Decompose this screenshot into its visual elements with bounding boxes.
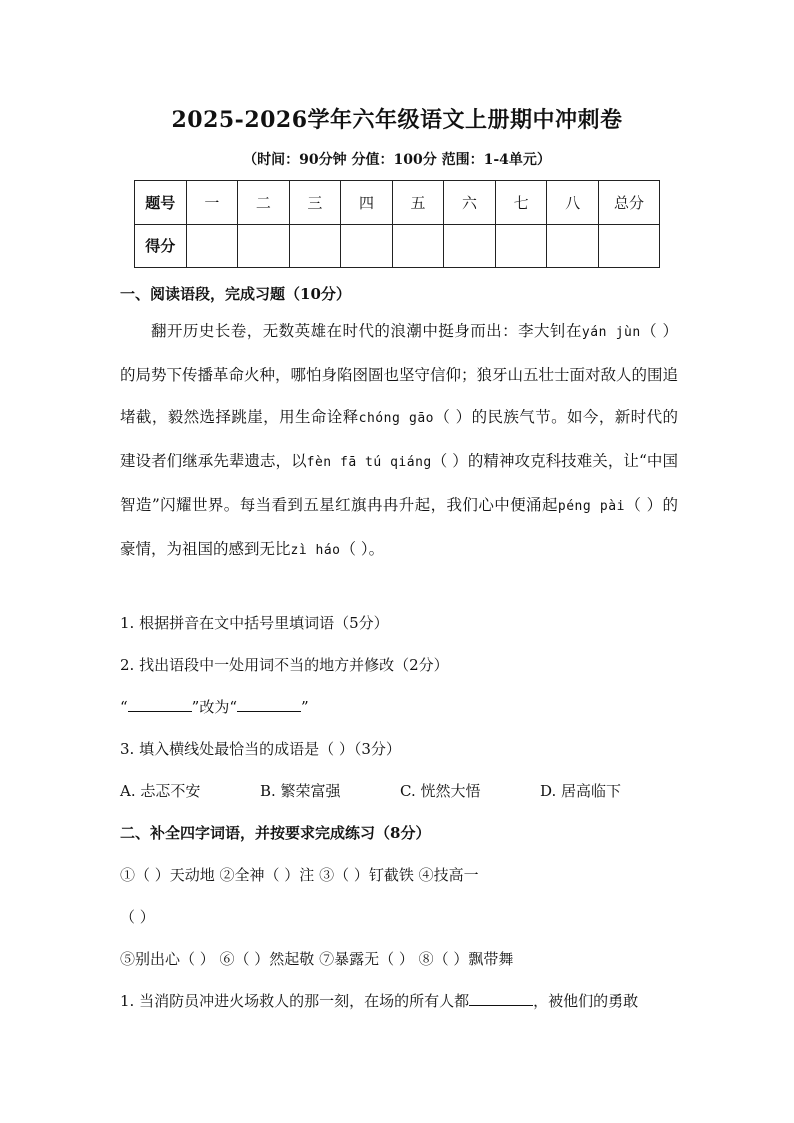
question-1-3: 3. 填入横线处最恰当的成语是（ ）（3分） bbox=[120, 740, 401, 758]
pinyin-1: yán jùn bbox=[581, 325, 641, 340]
question-2-1-text-b: ，被他们的勇敢 bbox=[533, 992, 639, 1010]
passage-text-1: 翻开历史长卷，无数英雄在时代的浪潮中挺身而出：李大钊在 bbox=[151, 322, 582, 340]
question-1-3-options bbox=[120, 780, 680, 801]
page-title: 2025-2026学年六年级语文上册期中冲刺卷 bbox=[171, 107, 623, 133]
score-input-7[interactable] bbox=[495, 224, 547, 268]
idiom-row-1-cont: （ ） bbox=[120, 908, 155, 926]
quote-open: “ bbox=[120, 698, 128, 716]
score-table-score-row bbox=[135, 224, 660, 268]
option-d[interactable]: D. 居高临下 bbox=[540, 782, 622, 800]
change-to-text: ”改为“ bbox=[191, 698, 238, 716]
option-c[interactable]: C. 恍然大悟 bbox=[400, 782, 481, 800]
score-input-8[interactable] bbox=[547, 224, 599, 268]
score-input-4[interactable] bbox=[341, 224, 393, 268]
score-input-5[interactable] bbox=[392, 224, 444, 268]
quote-close: ” bbox=[301, 698, 309, 716]
score-table bbox=[134, 180, 660, 268]
pinyin-4: péng pài bbox=[557, 499, 625, 514]
score-input-2[interactable] bbox=[238, 224, 290, 268]
section2-heading: 二、补全四字词语，并按要求完成练习（8分） bbox=[120, 824, 431, 842]
idiom-row-2: ⑤别出心（ ） ⑥（ ）然起敬 ⑦暴露无（ ） ⑧（ ）飘带舞 bbox=[120, 950, 514, 968]
score-row-label: 得分 bbox=[135, 224, 187, 268]
score-input-1[interactable] bbox=[186, 224, 238, 268]
passage-text-6: （ ）。 bbox=[340, 540, 385, 558]
question-2-1 bbox=[120, 990, 680, 1011]
score-cell-col5: 五 bbox=[392, 181, 444, 225]
pinyin-5: zì háo bbox=[290, 543, 341, 558]
passage-text-3: （ ）的民族气节。如今，新时代的建设者们继承先辈遗志，以 bbox=[120, 408, 678, 470]
score-cell-total: 总分 bbox=[599, 181, 660, 225]
score-cell-col1: 一 bbox=[186, 181, 238, 225]
question-1-1: 1. 根据拼音在文中括号里填词语（5分） bbox=[120, 614, 389, 632]
reading-passage bbox=[120, 310, 678, 572]
score-table-header-row bbox=[135, 181, 660, 225]
score-cell-col7: 七 bbox=[495, 181, 547, 225]
score-cell-col8: 八 bbox=[547, 181, 599, 225]
score-cell-col3: 三 bbox=[289, 181, 341, 225]
idiom-row-1: ①（ ）天动地 ②全神（ ）注 ③（ ）钉截铁 ④技高一 bbox=[120, 866, 479, 884]
question-1-2-answer bbox=[120, 696, 680, 717]
passage-text-4: （ ）的精神攻克科技难关，让“中国智造”闪耀世界。每当看到五星红旗冉冉升起，我们心中便涌起 bbox=[120, 452, 678, 514]
score-cell-col6: 六 bbox=[444, 181, 496, 225]
score-input-3[interactable] bbox=[289, 224, 341, 268]
passage-text-2: （ ）的局势下传播革命火种，哪怕身陷囹圄也坚守信仰；狼牙山五壮士面对敌人的围追堵截，毅然选择跳崖，用生命诠释 bbox=[120, 322, 679, 426]
score-input-6[interactable] bbox=[444, 224, 496, 268]
pinyin-3: fèn fā tú qiáng bbox=[306, 455, 432, 470]
section1-heading: 一、阅读语段，完成习题（10分） bbox=[120, 285, 351, 303]
score-cell-col2: 二 bbox=[238, 181, 290, 225]
score-input-total[interactable] bbox=[599, 224, 660, 268]
option-b[interactable]: B. 繁荣富强 bbox=[260, 782, 341, 800]
question-2-1-text-a: 1. 当消防员冲进火场救人的那一刻，在场的所有人都 bbox=[120, 992, 470, 1010]
passage-text-5: （ ）的豪情，为祖国的感到无比 bbox=[120, 496, 678, 558]
score-cell-label: 题号 bbox=[135, 181, 187, 225]
correct-word-blank[interactable] bbox=[237, 697, 301, 712]
question-1-2: 2. 找出语段中一处用词不当的地方并修改（2分） bbox=[120, 656, 449, 674]
score-cell-col4: 四 bbox=[341, 181, 393, 225]
pinyin-2: chóng gāo bbox=[358, 411, 434, 426]
wrong-word-blank[interactable] bbox=[128, 697, 192, 712]
option-a[interactable]: A. 忐忑不安 bbox=[120, 782, 201, 800]
exam-info: （时间：90分钟 分值：100分 范围：1-4单元） bbox=[243, 152, 551, 168]
question-2-1-blank[interactable] bbox=[469, 991, 533, 1006]
